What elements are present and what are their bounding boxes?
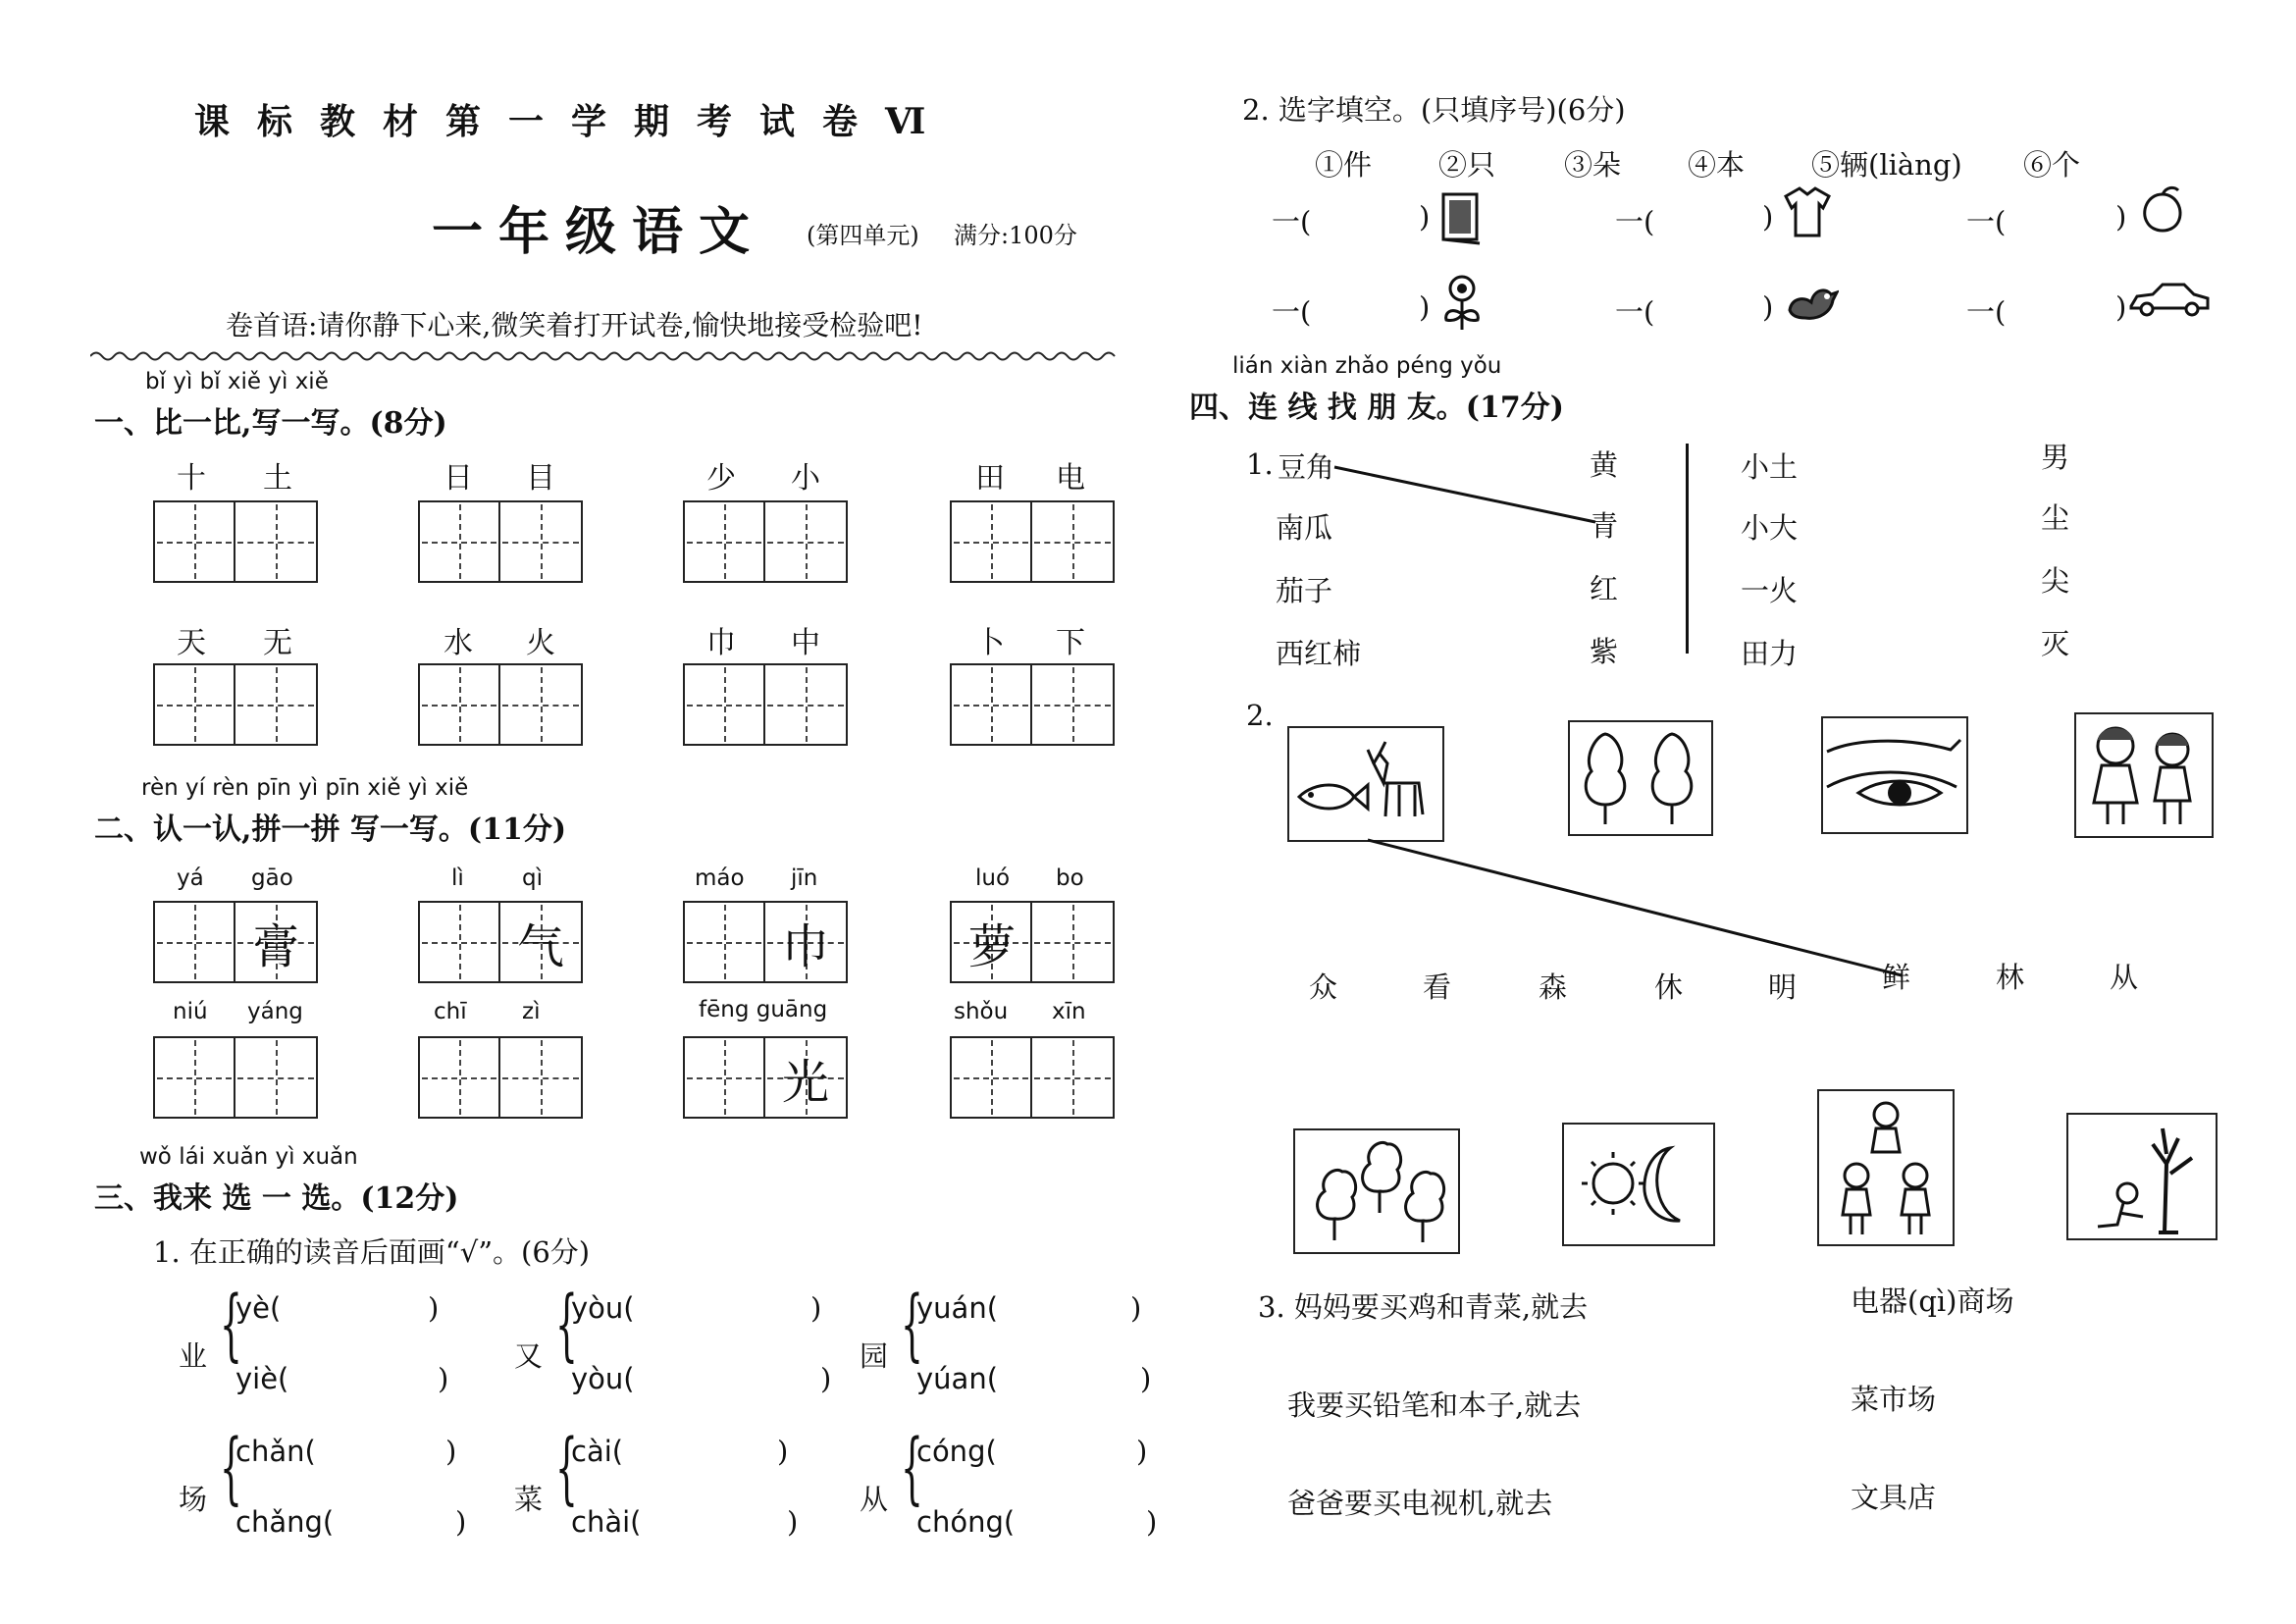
close-paren: ) bbox=[810, 1291, 822, 1325]
match-line bbox=[1364, 836, 1913, 983]
grid-pinyin: luó bbox=[975, 865, 1011, 891]
section4-pinyin: lián xiàn zhǎo péng yǒu bbox=[1232, 353, 1502, 379]
book-icon bbox=[1440, 188, 1484, 245]
option: ②只 bbox=[1438, 148, 1496, 182]
q3-prompt: 我要买铅笔和本子,就去 bbox=[1287, 1388, 1582, 1422]
pinyin-option-a[interactable]: yuán( bbox=[916, 1291, 999, 1325]
two-girls-icon bbox=[2076, 714, 2212, 836]
close-paren: ) bbox=[428, 1291, 440, 1325]
match-mid-word[interactable]: 田力 bbox=[1741, 637, 1799, 670]
writing-grid[interactable] bbox=[950, 500, 1115, 583]
option: ⑤辆(liàng) bbox=[1811, 148, 1962, 182]
pinyin-option-b[interactable]: yiè( bbox=[235, 1362, 289, 1395]
close-paren: ) bbox=[777, 1435, 789, 1468]
blank-open[interactable]: 一( bbox=[1272, 295, 1312, 329]
writing-grid[interactable] bbox=[683, 500, 848, 583]
close-paren: ) bbox=[455, 1505, 467, 1539]
match-left-word[interactable]: 南瓜 bbox=[1276, 511, 1333, 545]
peach-icon bbox=[2137, 183, 2188, 237]
writing-grid[interactable] bbox=[418, 1036, 583, 1119]
blank-open[interactable]: 一( bbox=[1966, 205, 2007, 238]
choice-char: 场 bbox=[179, 1483, 208, 1516]
section2-title: 二、认一认,拼一拼 写一写。(11分) bbox=[94, 812, 567, 847]
section3-title: 三、我来 选 一 选。(12分) bbox=[94, 1181, 459, 1216]
pinyin-option-a[interactable]: yòu( bbox=[571, 1291, 635, 1325]
motto: 卷首语:请你静下心来,微笑着打开试卷,愉快地接受检验吧! bbox=[226, 309, 923, 341]
match-char[interactable]: 从 bbox=[2110, 961, 2139, 994]
brace-icon: { bbox=[220, 1279, 242, 1370]
pair-char: 下 bbox=[1056, 626, 1085, 660]
match-color-word[interactable]: 青 bbox=[1590, 509, 1619, 543]
fish-goat-icon bbox=[1289, 728, 1442, 840]
sun-moon-picture[interactable] bbox=[1562, 1123, 1715, 1246]
close-paren: ) bbox=[1136, 1435, 1148, 1468]
two-trees-picture[interactable] bbox=[1568, 720, 1713, 836]
close-paren: ) bbox=[1146, 1505, 1158, 1539]
writing-grid[interactable] bbox=[950, 663, 1115, 746]
option: ④本 bbox=[1688, 148, 1746, 182]
three-people-picture[interactable] bbox=[1817, 1089, 1955, 1246]
pinyin-option-b[interactable]: yúan( bbox=[916, 1362, 999, 1395]
pair-char: 卜 bbox=[975, 626, 1005, 660]
wavy-divider bbox=[90, 349, 1121, 363]
brace-icon: { bbox=[901, 1279, 923, 1370]
match-char[interactable]: 众 bbox=[1309, 970, 1338, 1004]
grid-char: 巾 bbox=[781, 919, 829, 974]
writing-grid[interactable] bbox=[418, 500, 583, 583]
writing-grid[interactable] bbox=[418, 901, 583, 983]
pinyin-option-b[interactable]: yòu( bbox=[571, 1362, 635, 1395]
exam-title: 课标教材第一学期考试卷Ⅵ bbox=[194, 101, 954, 142]
shirt-icon bbox=[1778, 183, 1837, 241]
grid-pinyin: zì bbox=[522, 999, 541, 1024]
pair-char: 小 bbox=[791, 461, 820, 496]
brace-icon: { bbox=[555, 1279, 578, 1370]
pair-char: 电 bbox=[1056, 461, 1085, 496]
pair-char: 巾 bbox=[706, 626, 736, 660]
match-mid-word[interactable]: 小土 bbox=[1741, 450, 1799, 484]
q3-prompt: 爸爸要买电视机,就去 bbox=[1287, 1487, 1553, 1520]
choice-char: 从 bbox=[860, 1483, 889, 1516]
match-char[interactable]: 林 bbox=[1996, 961, 2025, 994]
writing-grid[interactable] bbox=[950, 1036, 1115, 1119]
two-girls-picture[interactable] bbox=[2074, 712, 2214, 838]
close-paren: ) bbox=[1140, 1362, 1152, 1395]
pair-char: 无 bbox=[263, 626, 292, 660]
option: ①件 bbox=[1315, 148, 1373, 182]
bird-icon bbox=[1784, 277, 1839, 326]
writing-grid[interactable] bbox=[153, 663, 318, 746]
grid-char: 萝 bbox=[967, 919, 1016, 974]
grid-pinyin: lì bbox=[451, 865, 464, 891]
writing-grid[interactable] bbox=[153, 500, 318, 583]
forest-icon bbox=[1295, 1130, 1458, 1252]
blank-close: ) bbox=[1762, 200, 1774, 234]
pinyin-option-a[interactable]: yè( bbox=[235, 1291, 282, 1325]
q2-label: 2. bbox=[1246, 699, 1274, 732]
brace-icon: { bbox=[220, 1422, 242, 1513]
option: ③朵 bbox=[1564, 148, 1622, 182]
blank-close: ) bbox=[2115, 200, 2127, 234]
match-color-word[interactable]: 黄 bbox=[1590, 448, 1619, 482]
pinyin-option-b[interactable]: chóng( bbox=[916, 1505, 1016, 1539]
writing-grid[interactable] bbox=[683, 901, 848, 983]
option: ⑥个 bbox=[2023, 148, 2081, 182]
blank-open[interactable]: 一( bbox=[1615, 205, 1655, 238]
writing-grid[interactable] bbox=[683, 663, 848, 746]
pair-char: 天 bbox=[177, 626, 206, 660]
match-char[interactable]: 看 bbox=[1423, 970, 1452, 1004]
section3-q1: 1. 在正确的读音后面画“√”。(6分) bbox=[153, 1235, 591, 1269]
close-paren: ) bbox=[787, 1505, 799, 1539]
grid-pinyin: shǒu bbox=[954, 999, 1009, 1024]
grid-pinyin: jīn bbox=[791, 865, 818, 891]
match-mid-word[interactable]: 一火 bbox=[1741, 574, 1799, 607]
flower-icon bbox=[1433, 271, 1491, 334]
section2-pinyin: rèn yí rèn pīn yì pīn xiě yì xiě bbox=[141, 775, 469, 801]
match-char[interactable]: 休 bbox=[1654, 970, 1684, 1004]
part2-title: 2. 选字填空。(只填序号)(6分) bbox=[1242, 93, 1626, 127]
two-trees-icon bbox=[1570, 722, 1711, 834]
close-paren: ) bbox=[438, 1362, 449, 1395]
writing-grid[interactable] bbox=[418, 663, 583, 746]
grid-pinyin: máo bbox=[695, 865, 745, 891]
grid-pinyin: qì bbox=[522, 865, 543, 891]
section3-pinyin: wǒ lái xuǎn yì xuǎn bbox=[139, 1144, 358, 1170]
pair-char: 水 bbox=[444, 626, 473, 660]
divider-line bbox=[1686, 444, 1689, 654]
pinyin-option-a[interactable]: cài( bbox=[571, 1435, 624, 1468]
full-score: 满分:100分 bbox=[954, 222, 1077, 249]
match-right-char[interactable]: 尖 bbox=[2041, 564, 2070, 598]
match-color-word[interactable]: 紫 bbox=[1590, 635, 1619, 668]
q1-label: 1. bbox=[1246, 447, 1274, 481]
grid-pinyin: niú bbox=[173, 999, 208, 1024]
fish-goat-picture[interactable] bbox=[1287, 726, 1444, 842]
car-icon bbox=[2127, 279, 2212, 318]
match-color-word[interactable]: 红 bbox=[1590, 572, 1619, 605]
three-people-icon bbox=[1819, 1091, 1953, 1244]
choice-char: 又 bbox=[514, 1339, 544, 1373]
grid-char: 光 bbox=[781, 1055, 829, 1110]
choice-char: 菜 bbox=[514, 1483, 544, 1516]
match-left-word[interactable]: 豆角 bbox=[1278, 450, 1335, 484]
blank-close: ) bbox=[1762, 290, 1774, 324]
q3-place: 文具店 bbox=[1851, 1481, 1937, 1514]
writing-grid[interactable] bbox=[950, 901, 1115, 983]
q3-prompt: 3. 妈妈要买鸡和青菜,就去 bbox=[1258, 1290, 1589, 1324]
section4-title: 四、连 线 找 朋 友。(17分) bbox=[1189, 391, 1564, 425]
person-tree-picture[interactable] bbox=[2066, 1113, 2218, 1240]
choice-char: 园 bbox=[860, 1339, 889, 1373]
unit-label: (第四单元) bbox=[807, 222, 919, 249]
writing-grid[interactable] bbox=[153, 901, 318, 983]
match-char[interactable]: 森 bbox=[1539, 970, 1568, 1004]
q3-place: 菜市场 bbox=[1851, 1383, 1937, 1416]
grid-char: 膏 bbox=[251, 919, 299, 974]
match-char[interactable]: 明 bbox=[1768, 970, 1798, 1004]
close-paren: ) bbox=[820, 1362, 832, 1395]
pair-char: 日 bbox=[444, 461, 473, 496]
pinyin-option-a[interactable]: chǎn( bbox=[235, 1435, 316, 1468]
forest-picture[interactable] bbox=[1293, 1128, 1460, 1254]
blank-close: ) bbox=[1419, 200, 1431, 234]
pinyin-option-a[interactable]: cóng( bbox=[916, 1435, 997, 1468]
match-right-char[interactable]: 灭 bbox=[2041, 627, 2070, 660]
writing-grid[interactable] bbox=[683, 1036, 848, 1119]
pinyin-option-b[interactable]: chǎng( bbox=[235, 1505, 335, 1539]
grid-pinyin: xīn bbox=[1052, 999, 1086, 1024]
writing-grid[interactable] bbox=[153, 1036, 318, 1119]
match-line bbox=[1331, 461, 1605, 530]
match-left-word[interactable]: 茄子 bbox=[1276, 574, 1333, 607]
person-tree-icon bbox=[2068, 1115, 2216, 1238]
pair-char: 田 bbox=[975, 461, 1005, 496]
blank-open[interactable]: 一( bbox=[1966, 295, 2007, 329]
pair-char: 火 bbox=[526, 626, 555, 660]
grid-char: 气 bbox=[516, 919, 564, 974]
grid-pinyin: bo bbox=[1056, 865, 1084, 891]
match-right-char[interactable]: 男 bbox=[2041, 441, 2070, 474]
match-right-char[interactable]: 尘 bbox=[2041, 501, 2070, 535]
q3-place: 电器(qì)商场 bbox=[1851, 1284, 2014, 1318]
pinyin-option-b[interactable]: chài( bbox=[571, 1505, 642, 1539]
blank-open[interactable]: 一( bbox=[1272, 205, 1312, 238]
pair-char: 土 bbox=[263, 461, 292, 496]
sun-moon-icon bbox=[1564, 1125, 1713, 1244]
match-char[interactable]: 鲜 bbox=[1882, 961, 1911, 994]
choice-char: 业 bbox=[179, 1339, 208, 1373]
close-paren: ) bbox=[1130, 1291, 1142, 1325]
eye-hand-picture[interactable] bbox=[1821, 716, 1968, 834]
subject-title: 一年级语文 bbox=[432, 202, 766, 262]
pair-char: 中 bbox=[791, 626, 820, 660]
blank-close: ) bbox=[1419, 290, 1431, 324]
match-mid-word[interactable]: 小大 bbox=[1741, 511, 1799, 545]
eye-hand-icon bbox=[1823, 718, 1966, 832]
grid-pinyin: yá bbox=[177, 865, 204, 891]
grid-pinyin: gāo bbox=[251, 865, 293, 891]
pair-char: 少 bbox=[706, 461, 736, 496]
brace-icon: { bbox=[555, 1422, 578, 1513]
pair-char: 目 bbox=[526, 461, 555, 496]
close-paren: ) bbox=[445, 1435, 457, 1468]
match-left-word[interactable]: 西红柿 bbox=[1276, 637, 1362, 670]
section1-title: 一、比一比,写一写。(8分) bbox=[94, 406, 447, 441]
grid-pinyin: fēng guāng bbox=[699, 997, 828, 1022]
pair-char: 十 bbox=[177, 461, 206, 496]
section1-pinyin: bǐ yì bǐ xiě yì xiě bbox=[145, 369, 329, 394]
grid-pinyin: chī bbox=[434, 999, 467, 1024]
grid-pinyin: yáng bbox=[247, 999, 303, 1024]
blank-open[interactable]: 一( bbox=[1615, 295, 1655, 329]
brace-icon: { bbox=[901, 1422, 923, 1513]
blank-close: ) bbox=[2115, 290, 2127, 324]
